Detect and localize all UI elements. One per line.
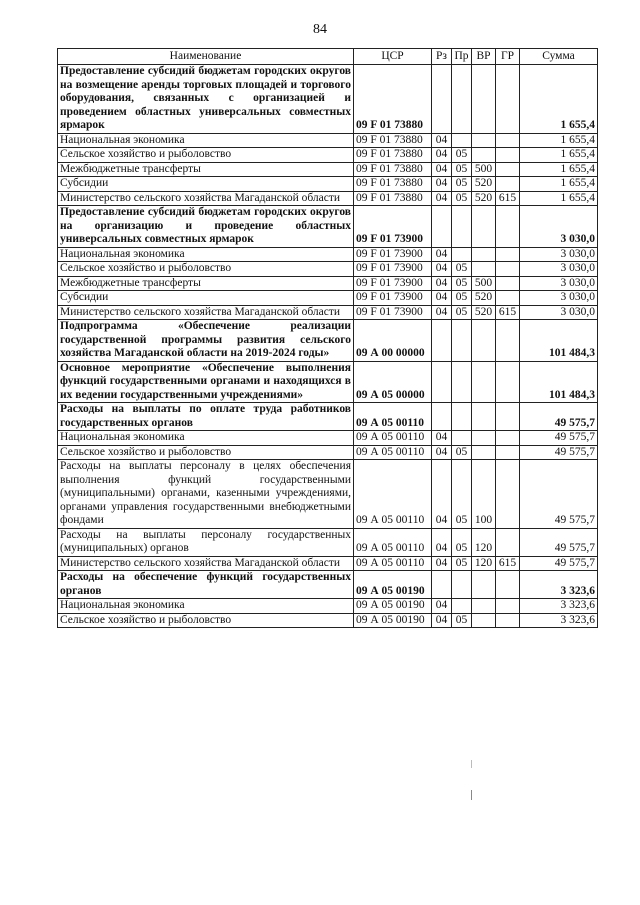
cell-csr: 09 F 01 73900 bbox=[354, 291, 432, 306]
table-row bbox=[58, 431, 598, 446]
cell-sum: 1 655,4 bbox=[520, 162, 598, 177]
cell-vr bbox=[472, 445, 496, 460]
table-row bbox=[58, 133, 598, 148]
cell-csr: 09 А 05 00190 bbox=[354, 599, 432, 614]
cell-sum: 101 484,3 bbox=[520, 320, 598, 362]
cell-rz bbox=[432, 320, 452, 362]
table-row bbox=[58, 320, 598, 362]
cell-name: Министерство сельского хозяйства Магаданской области bbox=[58, 305, 354, 320]
cell-pr: 05 bbox=[452, 177, 472, 192]
cell-gr bbox=[496, 460, 520, 529]
cell-pr: 05 bbox=[452, 191, 472, 206]
cell-gr bbox=[496, 445, 520, 460]
cell-name: Основное мероприятие «Обеспечение выполнения функций государственными органами и находящихся в их ведении государственными учреждениями» bbox=[58, 361, 354, 403]
table-row bbox=[58, 528, 598, 556]
cell-rz: 04 bbox=[432, 162, 452, 177]
cell-name: Предоставление субсидий бюджетам городских округов на организацию и проведение областных универсальных совместных ярмарок bbox=[58, 206, 354, 248]
cell-rz bbox=[432, 361, 452, 403]
cell-pr: 05 bbox=[452, 276, 472, 291]
cell-name: Национальная экономика bbox=[58, 133, 354, 148]
cell-sum: 1 655,4 bbox=[520, 191, 598, 206]
table-row bbox=[58, 65, 598, 134]
cell-gr bbox=[496, 291, 520, 306]
cell-name: Субсидии bbox=[58, 291, 354, 306]
cell-vr: 120 bbox=[472, 556, 496, 571]
cell-rz: 04 bbox=[432, 445, 452, 460]
cell-sum: 3 323,6 bbox=[520, 613, 598, 628]
cell-gr bbox=[496, 162, 520, 177]
cell-gr bbox=[496, 177, 520, 192]
cell-gr bbox=[496, 361, 520, 403]
cell-pr bbox=[452, 403, 472, 431]
cell-vr bbox=[472, 133, 496, 148]
header-pr: Пр bbox=[452, 49, 472, 65]
cell-csr: 09 А 05 00110 bbox=[354, 431, 432, 446]
cell-pr: 05 bbox=[452, 613, 472, 628]
cell-sum: 101 484,3 bbox=[520, 361, 598, 403]
cell-pr bbox=[452, 599, 472, 614]
cell-gr bbox=[496, 431, 520, 446]
cell-pr bbox=[452, 247, 472, 262]
cell-name: Подпрограмма «Обеспечение реализации государственной программы развития сельского хозяйства Магаданской области на 2019-2024 годы» bbox=[58, 320, 354, 362]
cell-gr bbox=[496, 262, 520, 277]
cell-sum: 3 030,0 bbox=[520, 305, 598, 320]
cell-gr bbox=[496, 148, 520, 163]
scan-mark bbox=[471, 790, 472, 800]
cell-vr: 520 bbox=[472, 191, 496, 206]
cell-csr: 09 F 01 73900 bbox=[354, 276, 432, 291]
cell-sum: 3 030,0 bbox=[520, 206, 598, 248]
cell-name: Сельское хозяйство и рыболовство bbox=[58, 613, 354, 628]
cell-csr: 09 А 05 00000 bbox=[354, 361, 432, 403]
cell-vr bbox=[472, 320, 496, 362]
cell-csr: 09 А 05 00110 bbox=[354, 445, 432, 460]
table-row bbox=[58, 361, 598, 403]
cell-rz: 04 bbox=[432, 148, 452, 163]
cell-pr: 05 bbox=[452, 305, 472, 320]
cell-gr bbox=[496, 528, 520, 556]
table-row bbox=[58, 460, 598, 529]
cell-rz bbox=[432, 403, 452, 431]
table-row bbox=[58, 291, 598, 306]
cell-csr: 09 F 01 73900 bbox=[354, 262, 432, 277]
cell-vr: 120 bbox=[472, 528, 496, 556]
cell-sum: 3 030,0 bbox=[520, 247, 598, 262]
budget-table bbox=[57, 48, 598, 628]
table-row bbox=[58, 148, 598, 163]
cell-rz: 04 bbox=[432, 247, 452, 262]
cell-name: Субсидии bbox=[58, 177, 354, 192]
table-header-row bbox=[58, 49, 598, 65]
cell-pr bbox=[452, 361, 472, 403]
cell-vr bbox=[472, 613, 496, 628]
cell-vr: 520 bbox=[472, 177, 496, 192]
cell-vr bbox=[472, 599, 496, 614]
cell-pr: 05 bbox=[452, 291, 472, 306]
cell-csr: 09 F 01 73900 bbox=[354, 305, 432, 320]
cell-rz bbox=[432, 206, 452, 248]
cell-vr bbox=[472, 571, 496, 599]
cell-sum: 49 575,7 bbox=[520, 403, 598, 431]
cell-pr: 05 bbox=[452, 148, 472, 163]
cell-vr bbox=[472, 65, 496, 134]
cell-csr: 09 А 05 00110 bbox=[354, 460, 432, 529]
cell-gr bbox=[496, 599, 520, 614]
header-name: Наименование bbox=[58, 49, 354, 65]
cell-gr bbox=[496, 613, 520, 628]
cell-pr: 05 bbox=[452, 162, 472, 177]
cell-vr bbox=[472, 247, 496, 262]
cell-pr bbox=[452, 133, 472, 148]
cell-pr: 05 bbox=[452, 528, 472, 556]
table-row bbox=[58, 571, 598, 599]
cell-name: Национальная экономика bbox=[58, 431, 354, 446]
cell-csr: 09 F 01 73900 bbox=[354, 206, 432, 248]
cell-rz: 04 bbox=[432, 556, 452, 571]
cell-name: Национальная экономика bbox=[58, 599, 354, 614]
cell-sum: 49 575,7 bbox=[520, 528, 598, 556]
cell-rz: 04 bbox=[432, 613, 452, 628]
cell-rz bbox=[432, 571, 452, 599]
cell-csr: 09 А 05 00190 bbox=[354, 571, 432, 599]
header-gr: ГР bbox=[496, 49, 520, 65]
cell-sum: 49 575,7 bbox=[520, 445, 598, 460]
cell-sum: 1 655,4 bbox=[520, 177, 598, 192]
cell-name: Расходы на выплаты по оплате труда работников государственных органов bbox=[58, 403, 354, 431]
table-row bbox=[58, 177, 598, 192]
cell-csr: 09 F 01 73880 bbox=[354, 148, 432, 163]
cell-csr: 09 F 01 73880 bbox=[354, 191, 432, 206]
cell-name: Сельское хозяйство и рыболовство bbox=[58, 262, 354, 277]
cell-gr bbox=[496, 571, 520, 599]
cell-csr: 09 А 05 00110 bbox=[354, 403, 432, 431]
cell-vr: 500 bbox=[472, 276, 496, 291]
cell-gr bbox=[496, 403, 520, 431]
cell-csr: 09 F 01 73900 bbox=[354, 247, 432, 262]
cell-name: Министерство сельского хозяйства Магаданской области bbox=[58, 556, 354, 571]
cell-gr bbox=[496, 276, 520, 291]
cell-pr: 05 bbox=[452, 445, 472, 460]
cell-vr bbox=[472, 148, 496, 163]
cell-rz: 04 bbox=[432, 460, 452, 529]
cell-pr: 05 bbox=[452, 262, 472, 277]
cell-rz: 04 bbox=[432, 305, 452, 320]
cell-sum: 1 655,4 bbox=[520, 133, 598, 148]
cell-csr: 09 А 05 00110 bbox=[354, 528, 432, 556]
cell-name: Расходы на обеспечение функций государственных органов bbox=[58, 571, 354, 599]
cell-csr: 09 F 01 73880 bbox=[354, 65, 432, 134]
cell-sum: 1 655,4 bbox=[520, 148, 598, 163]
table-row bbox=[58, 262, 598, 277]
cell-gr bbox=[496, 65, 520, 134]
cell-csr: 09 А 05 00190 bbox=[354, 613, 432, 628]
cell-pr bbox=[452, 206, 472, 248]
cell-sum: 3 030,0 bbox=[520, 291, 598, 306]
table-row bbox=[58, 276, 598, 291]
cell-rz: 04 bbox=[432, 528, 452, 556]
cell-rz: 04 bbox=[432, 133, 452, 148]
cell-gr bbox=[496, 247, 520, 262]
cell-gr: 615 bbox=[496, 305, 520, 320]
cell-rz: 04 bbox=[432, 599, 452, 614]
header-csr: ЦСР bbox=[354, 49, 432, 65]
cell-name: Предоставление субсидий бюджетам городских округов на возмещение аренды торговых площадей и торгового оборудования, связанных с организацией и проведением областных универсальных совместных ярмарок bbox=[58, 65, 354, 134]
cell-pr bbox=[452, 65, 472, 134]
cell-rz: 04 bbox=[432, 191, 452, 206]
cell-pr bbox=[452, 431, 472, 446]
cell-vr bbox=[472, 262, 496, 277]
cell-rz bbox=[432, 65, 452, 134]
table-row bbox=[58, 599, 598, 614]
cell-vr: 520 bbox=[472, 291, 496, 306]
cell-gr bbox=[496, 206, 520, 248]
table-row bbox=[58, 556, 598, 571]
scan-mark bbox=[471, 760, 472, 768]
cell-gr: 615 bbox=[496, 191, 520, 206]
cell-name: Расходы на выплаты персоналу в целях обеспечения выполнения функций государственными (муниципальными) органами, казенными учреждениями, органами управления государственными внебюджетными фондами bbox=[58, 460, 354, 529]
cell-name: Межбюджетные трансферты bbox=[58, 276, 354, 291]
cell-rz: 04 bbox=[432, 431, 452, 446]
cell-vr: 520 bbox=[472, 305, 496, 320]
table-row bbox=[58, 403, 598, 431]
cell-rz: 04 bbox=[432, 262, 452, 277]
cell-pr: 05 bbox=[452, 556, 472, 571]
cell-gr: 615 bbox=[496, 556, 520, 571]
cell-name: Расходы на выплаты персоналу государственных (муниципальных) органов bbox=[58, 528, 354, 556]
cell-rz: 04 bbox=[432, 177, 452, 192]
cell-csr: 09 А 00 00000 bbox=[354, 320, 432, 362]
table-row bbox=[58, 206, 598, 248]
header-vr: ВР bbox=[472, 49, 496, 65]
cell-vr bbox=[472, 431, 496, 446]
cell-sum: 49 575,7 bbox=[520, 460, 598, 529]
cell-csr: 09 F 01 73880 bbox=[354, 133, 432, 148]
table-row bbox=[58, 191, 598, 206]
cell-sum: 3 030,0 bbox=[520, 262, 598, 277]
page-number: 84 bbox=[313, 22, 327, 37]
cell-name: Сельское хозяйство и рыболовство bbox=[58, 148, 354, 163]
cell-vr bbox=[472, 403, 496, 431]
cell-csr: 09 F 01 73880 bbox=[354, 162, 432, 177]
cell-pr bbox=[452, 320, 472, 362]
cell-name: Сельское хозяйство и рыболовство bbox=[58, 445, 354, 460]
table-body bbox=[58, 65, 598, 628]
header-sum: Сумма bbox=[520, 49, 598, 65]
cell-name: Национальная экономика bbox=[58, 247, 354, 262]
cell-sum: 49 575,7 bbox=[520, 556, 598, 571]
cell-vr: 500 bbox=[472, 162, 496, 177]
table-row bbox=[58, 162, 598, 177]
cell-name: Министерство сельского хозяйства Магаданской области bbox=[58, 191, 354, 206]
cell-sum: 3 323,6 bbox=[520, 599, 598, 614]
cell-pr bbox=[452, 571, 472, 599]
table-row bbox=[58, 305, 598, 320]
cell-vr bbox=[472, 361, 496, 403]
cell-rz: 04 bbox=[432, 276, 452, 291]
cell-sum: 49 575,7 bbox=[520, 431, 598, 446]
cell-pr: 05 bbox=[452, 460, 472, 529]
cell-csr: 09 А 05 00110 bbox=[354, 556, 432, 571]
cell-name: Межбюджетные трансферты bbox=[58, 162, 354, 177]
cell-sum: 3 323,6 bbox=[520, 571, 598, 599]
header-rz: Рз bbox=[432, 49, 452, 65]
cell-sum: 3 030,0 bbox=[520, 276, 598, 291]
cell-gr bbox=[496, 133, 520, 148]
cell-csr: 09 F 01 73880 bbox=[354, 177, 432, 192]
cell-vr: 100 bbox=[472, 460, 496, 529]
cell-vr bbox=[472, 206, 496, 248]
cell-rz: 04 bbox=[432, 291, 452, 306]
cell-sum: 1 655,4 bbox=[520, 65, 598, 134]
table-row bbox=[58, 445, 598, 460]
table-row bbox=[58, 613, 598, 628]
table-row bbox=[58, 247, 598, 262]
cell-gr bbox=[496, 320, 520, 362]
